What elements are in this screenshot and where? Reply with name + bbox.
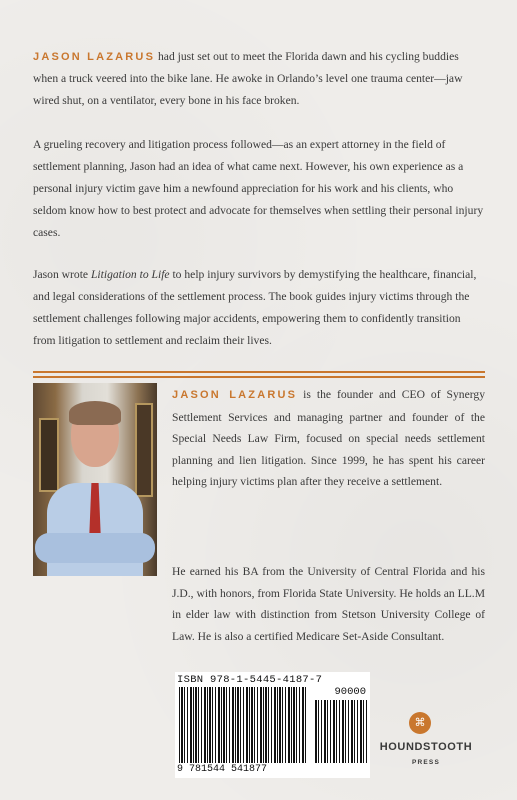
photo-hair xyxy=(69,401,121,425)
photo-frame-left xyxy=(39,418,59,492)
intro-paragraph-3-post: to help injury survivors by demystifying the healthcare, financial, and legal considerations of the settlement process. The book guides injury victims through the settlement challenges following major accidents, empowering them to confidently transition from litigation to settlement and reclaim their lives. xyxy=(33,268,477,347)
houndstooth-logo-icon: ⌘ xyxy=(409,712,431,734)
price-code: 90000 xyxy=(334,686,366,698)
bio-paragraph-1 xyxy=(172,384,485,493)
intro-paragraph-3 xyxy=(33,264,485,352)
isbn-label: ISBN 978-1-5445-4187-7 xyxy=(177,674,323,686)
publisher-press: PRESS xyxy=(411,759,441,766)
divider-rule-bottom xyxy=(33,376,485,378)
intro-paragraph-2: A grueling recovery and litigation process followed—as an expert attorney in the field of settlement planning, Jason had an idea of what came next. However, his own experience as a personal injury victim gave him a newfound appreciation for his work and his clients, who seldom know how to best protect and advocate for themselves when settling their personal injury cases. xyxy=(33,138,484,239)
isbn-barcode xyxy=(175,672,370,778)
book-title: Litigation to Life xyxy=(90,268,170,281)
intro-paragraph-1-text: had just set out to meet the Florida dawn and his cycling buddies when a truck veered into the bike lane. He awoke in Orlando’s level one trauma center—jaw wired shut, on a ventilator, every bone in his face broken. xyxy=(33,50,463,107)
photo-arms xyxy=(35,533,155,563)
bio-paragraph-2: He earned his BA from the University of Central Florida and his J.D., with honors, from Florida State University. He holds an LL.M in elder law with distinction from Stetson University College of Law. He is also a certified Medicare Set-Aside Consultant. xyxy=(172,565,485,643)
barcode-bars-addon xyxy=(315,700,367,763)
publisher-name: HOUNDSTOOTH xyxy=(379,741,473,753)
bio-author-name: JASON LAZARUS xyxy=(172,389,298,401)
barcode-bars-main xyxy=(179,687,307,763)
intro-paragraph-1 xyxy=(33,46,485,112)
intro-paragraph-3-pre: Jason wrote xyxy=(33,268,91,281)
bio-paragraph-1-text: is the founder and CEO of Synergy Settlement Services and managing partner and founder of the Special Needs Law Firm, focused on special needs settlement planning and lien litigation. Since 1999, he has spent his career helping injury victims plan after they receive a settlement. xyxy=(172,388,485,488)
author-photo xyxy=(33,383,157,576)
photo-frame-right xyxy=(135,403,153,497)
barcode-number: 9 781544 541877 xyxy=(177,764,268,775)
author-name: JASON LAZARUS xyxy=(33,51,156,63)
divider-rule-top xyxy=(33,371,485,373)
